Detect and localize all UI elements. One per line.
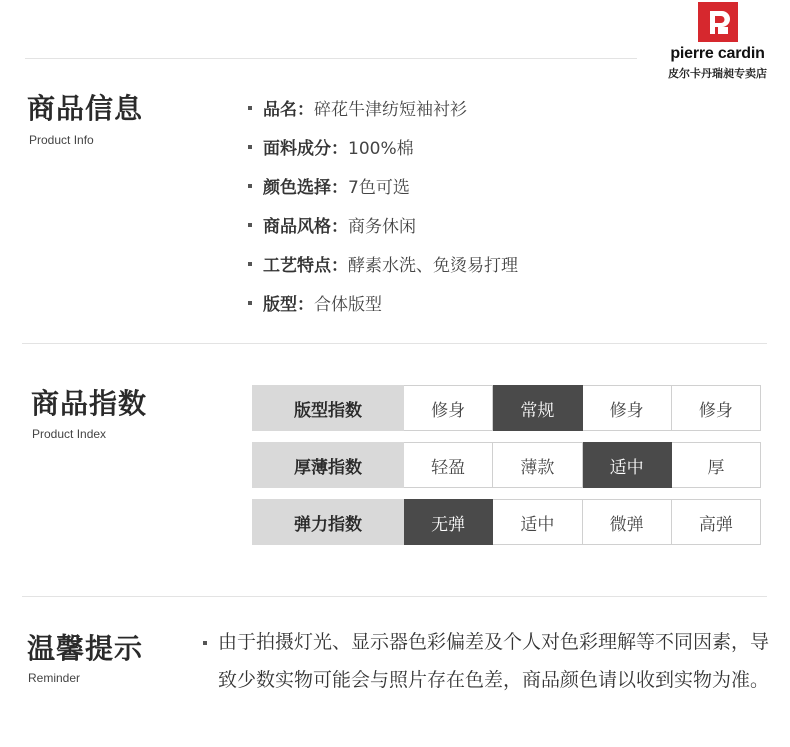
bullet-icon (248, 262, 252, 266)
info-value: 碎花牛津纺短袖衬衫 (314, 100, 467, 120)
info-label: 颜色选择： (263, 178, 348, 198)
info-item-fit (248, 283, 518, 322)
index-row-label: 厚薄指数 (252, 442, 404, 488)
pierre-cardin-logo-icon (698, 2, 738, 42)
index-option: 无弹 (404, 499, 493, 545)
product-index-title: 商品指数 (31, 387, 148, 420)
brand-name: pierre cardin (670, 45, 765, 62)
index-option: 修身 (404, 385, 493, 431)
divider-info (22, 343, 767, 344)
index-option: 高弹 (672, 499, 761, 545)
index-option: 薄款 (493, 442, 582, 488)
index-option: 常规 (493, 385, 582, 431)
info-item-name (248, 88, 518, 127)
bullet-icon (248, 145, 252, 149)
index-row-fit (252, 385, 761, 431)
reminder-subtitle: Reminder (28, 671, 81, 685)
index-option: 修身 (672, 385, 761, 431)
bullet-icon (203, 641, 207, 645)
index-row-label: 版型指数 (252, 385, 404, 431)
product-info-title: 商品信息 (27, 92, 144, 125)
info-label: 商品风格： (263, 217, 348, 237)
index-option: 修身 (583, 385, 672, 431)
info-value: 合体版型 (314, 295, 382, 315)
product-info-list (248, 88, 518, 322)
index-option: 微弹 (583, 499, 672, 545)
info-value: 酵素水洗、免烫易打理 (348, 256, 518, 276)
bullet-icon (248, 223, 252, 227)
info-item-color (248, 166, 518, 205)
info-item-fabric (248, 127, 518, 166)
info-label: 面料成分： (263, 139, 348, 159)
info-label: 品名： (263, 100, 314, 120)
index-option: 适中 (493, 499, 582, 545)
divider-top (25, 58, 637, 59)
index-option: 适中 (583, 442, 672, 488)
index-row-elasticity (252, 499, 761, 545)
reminder-title: 温馨提示 (27, 632, 144, 665)
info-label: 工艺特点： (263, 256, 348, 276)
info-value: 7色可选 (348, 178, 410, 198)
bullet-icon (248, 184, 252, 188)
bullet-icon (248, 106, 252, 110)
reminder-text: 由于拍摄灯光、显示器色彩偏差及个人对色彩理解等不同因素，导致少数实物可能会与照片存在色差，商品颜色请以收到实物为准。 (218, 631, 770, 691)
info-value: 商务休闲 (348, 217, 416, 237)
product-index-subtitle: Product Index (32, 427, 107, 441)
brand-store-name: 皮尔卡丹瑞昶专卖店 (668, 67, 767, 80)
index-row-thickness (252, 442, 761, 488)
index-option: 厚 (672, 442, 761, 488)
brand-block (650, 2, 785, 81)
info-value: 100%棉 (348, 139, 414, 159)
info-item-craft (248, 244, 518, 283)
product-info-subtitle: Product Info (29, 133, 94, 147)
info-label: 版型： (263, 295, 314, 315)
index-row-label: 弹力指数 (252, 499, 404, 545)
bullet-icon (248, 301, 252, 305)
info-item-style (248, 205, 518, 244)
divider-index (22, 596, 767, 597)
index-option: 轻盈 (404, 442, 493, 488)
